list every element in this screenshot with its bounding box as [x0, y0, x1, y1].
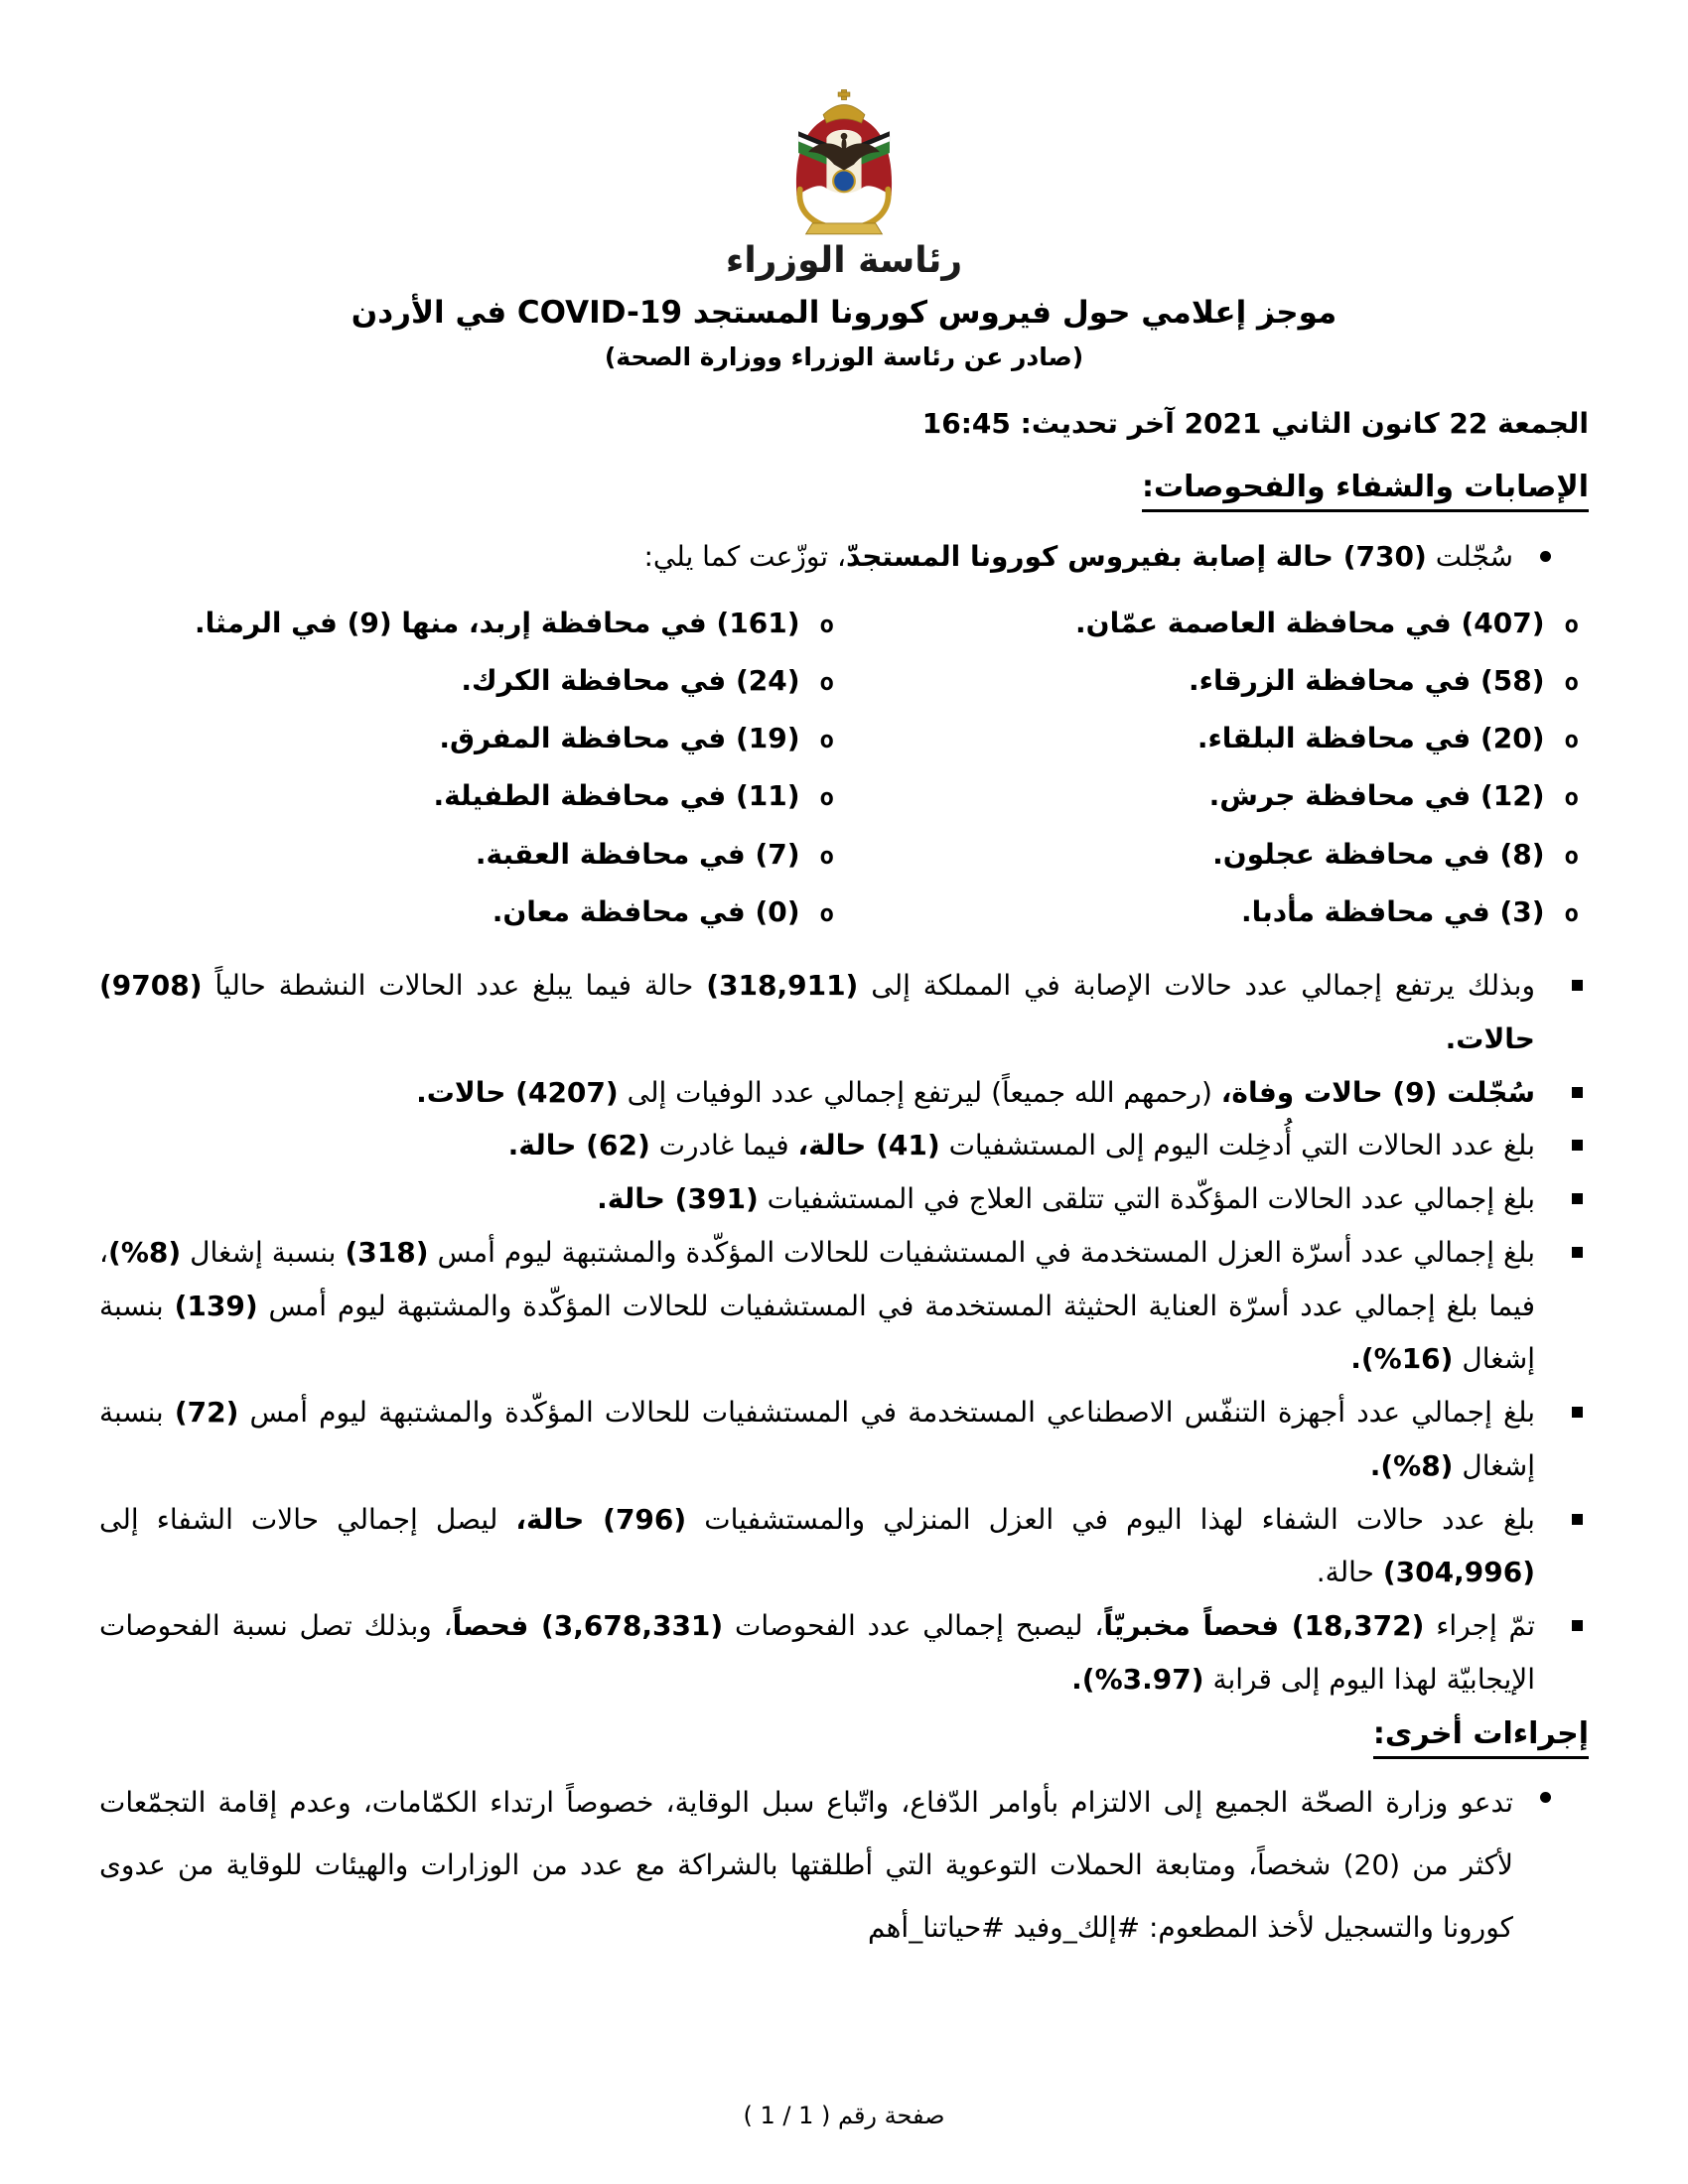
governorate-text: (161) في محافظة إربد، منها (9) في الرمثا. — [194, 606, 800, 639]
square-bullet-icon — [1572, 1140, 1583, 1151]
circle-bullet-icon: o — [819, 783, 834, 812]
governorate-item-irbid — [99, 595, 844, 652]
governorate-item-amman — [844, 595, 1589, 652]
circle-bullet-icon: o — [819, 841, 834, 870]
governorate-item-jerash — [844, 767, 1589, 825]
stat-isolation-beds — [99, 1226, 1589, 1386]
stat-text: بلغ إجمالي عدد أسرّة العزل المستخدمة في المستشفيات للحالات المؤكّدة والمشتبهة ليوم أمس (318) بنسبة إشغال (8%)، فيما بلغ إجمالي عدد أسرّة العناية الحثيثة المستخدمة في المستشفيات للحالات المؤكّدة والمشتبهة ليوم أمس (139) بنسبة إشغال (16%). — [99, 1235, 1535, 1376]
governorate-text: (3) في محافظة مأدبا. — [1241, 894, 1545, 928]
other-measures-text: تدعو وزارة الصحّة الجميع إلى الالتزام بأوامر الدّفاع، واتّباع سبل الوقاية، خصوصاً ارتداء الكمّامات، وعدم إقامة التجمّعات لأكثر من (20) شخصاً، ومتابعة الحملات التوعوية التي أطلقتها بالشراكة مع عدد من الوزارات والهيئات للوقاية من عدوى كورونا والتسجيل لأخذ المطعوم: #إلك_وفيد #حياتنا_أهم — [99, 1785, 1514, 1944]
governorate-text: (24) في محافظة الكرك. — [461, 663, 800, 697]
stat-text: بلغ إجمالي عدد أجهزة التنفّس الاصطناعي المستخدمة في المستشفيات للحالات المؤكّدة والمشتبهة ليوم أمس (72) بنسبة إشغال (8%). — [99, 1396, 1535, 1482]
stat-hospital-admissions — [99, 1119, 1589, 1172]
section-heading-cases — [99, 470, 1589, 504]
governorate-text: (58) في محافظة الزرقاء. — [1189, 663, 1545, 697]
governorate-item-ajloun — [844, 826, 1589, 884]
disc-bullet-icon — [1540, 1792, 1551, 1803]
governorate-text: (19) في محافظة المفرق. — [439, 722, 800, 755]
date-line: الجمعة 22 كانون الثاني 2021 آخر تحديث: 16:45 — [921, 407, 1589, 440]
logo-block — [99, 87, 1589, 281]
square-bullet-icon — [1572, 1087, 1583, 1098]
governorate-text: (8) في محافظة عجلون. — [1212, 837, 1545, 871]
governorate-text: (407) في محافظة العاصمة عمّان. — [1075, 606, 1545, 639]
other-measures-bullet — [99, 1771, 1589, 1959]
governorate-item-mafraq — [99, 710, 844, 767]
governorate-text: (20) في محافظة البلقاء. — [1196, 722, 1545, 755]
section-heading-cases-text: الإصابات والشفاء والفحوصات: — [1142, 470, 1589, 512]
circle-bullet-icon: o — [1564, 898, 1579, 927]
governorate-text: (7) في محافظة العقبة. — [475, 837, 800, 871]
governorate-item-karak — [99, 652, 844, 710]
stat-text: بلغ عدد حالات الشفاء لهذا اليوم في العزل المنزلي والمستشفيات (796) حالة، ليصل إجمالي حالات الشفاء إلى (304,996) حالة. — [99, 1502, 1535, 1589]
document-subtitle: (صادر عن رئاسة الوزراء ووزارة الصحة) — [604, 342, 1084, 371]
stat-text: وبذلك يرتفع إجمالي عدد حالات الإصابة في المملكة إلى (318,911) حالة فيما يبلغ عدد الحالات النشطة حالياً (9708) حالات. — [99, 969, 1535, 1055]
governorate-item-maan — [99, 884, 844, 941]
circle-bullet-icon: o — [819, 726, 834, 754]
jordan-coat-of-arms-icon — [774, 87, 914, 238]
governorate-text: (12) في محافظة جرش. — [1208, 779, 1545, 813]
circle-bullet-icon: o — [1564, 610, 1579, 638]
governorate-item-aqaba — [99, 826, 844, 884]
governorate-item-balqa — [844, 710, 1589, 767]
circle-bullet-icon: o — [1564, 783, 1579, 812]
circle-bullet-icon: o — [1564, 667, 1579, 696]
section-heading-other-text: إجراءات أخرى: — [1373, 1716, 1589, 1759]
new-cases-bullet — [99, 530, 1589, 585]
square-bullet-icon — [1572, 980, 1583, 991]
governorate-item-tafileh — [99, 767, 844, 825]
stat-recoveries — [99, 1493, 1589, 1600]
governorate-text: (0) في محافظة معان. — [492, 894, 800, 928]
square-bullet-icon — [1572, 1247, 1583, 1258]
section-heading-other — [99, 1716, 1589, 1751]
stats-list — [99, 959, 1589, 1706]
stat-deaths — [99, 1066, 1589, 1120]
disc-bullet-icon — [1540, 551, 1551, 562]
stat-in-treatment — [99, 1172, 1589, 1226]
circle-bullet-icon: o — [1564, 841, 1579, 870]
square-bullet-icon — [1572, 1620, 1583, 1631]
governorate-breakdown — [99, 595, 1589, 941]
circle-bullet-icon: o — [819, 667, 834, 696]
circle-bullet-icon: o — [819, 610, 834, 638]
circle-bullet-icon: o — [1564, 726, 1579, 754]
stat-text: بلغ إجمالي عدد الحالات المؤكّدة التي تتلقى العلاج في المستشفيات (391) حالة. — [597, 1182, 1535, 1215]
governorate-text: (11) في محافظة الطفيلة. — [433, 779, 800, 813]
new-cases-text: سُجّلت (730) حالة إصابة بفيروس كورونا المستجدّ، توزّعت كما يلي: — [643, 540, 1513, 573]
stat-text: سُجّلت (9) حالات وفاة، (رحمهم الله جميعاً) ليرتفع إجمالي عدد الوفيات إلى (4207) حالات. — [416, 1075, 1535, 1109]
square-bullet-icon — [1572, 1193, 1583, 1204]
logo-calligraphy-text: رئاسة الوزراء — [725, 240, 963, 281]
stat-tests — [99, 1599, 1589, 1706]
governorate-item-madaba — [844, 884, 1589, 941]
stat-total-cases — [99, 959, 1589, 1066]
governorate-item-zarqa — [844, 652, 1589, 710]
stat-ventilators — [99, 1386, 1589, 1493]
square-bullet-icon — [1572, 1514, 1583, 1525]
stat-text: تمّ إجراء (18,372) فحصاً مخبريّاً، ليصبح إجمالي عدد الفحوصات (3,678,331) فحصاً، وبذلك تصل نسبة الفحوصات الإيجابيّة لهذا اليوم إلى قرابة (3.97%). — [99, 1609, 1535, 1696]
page-number: صفحة رقم ( 1 / 1 ) — [743, 2102, 945, 2129]
document-title: موجز إعلامي حول فيروس كورونا المستجد COVID-19 في الأردن — [351, 295, 1337, 331]
square-bullet-icon — [1572, 1407, 1583, 1418]
stat-text: بلغ عدد الحالات التي أُدخِلت اليوم إلى المستشفيات (41) حالة، فيما غادرت (62) حالة. — [507, 1129, 1535, 1162]
circle-bullet-icon: o — [819, 898, 834, 927]
